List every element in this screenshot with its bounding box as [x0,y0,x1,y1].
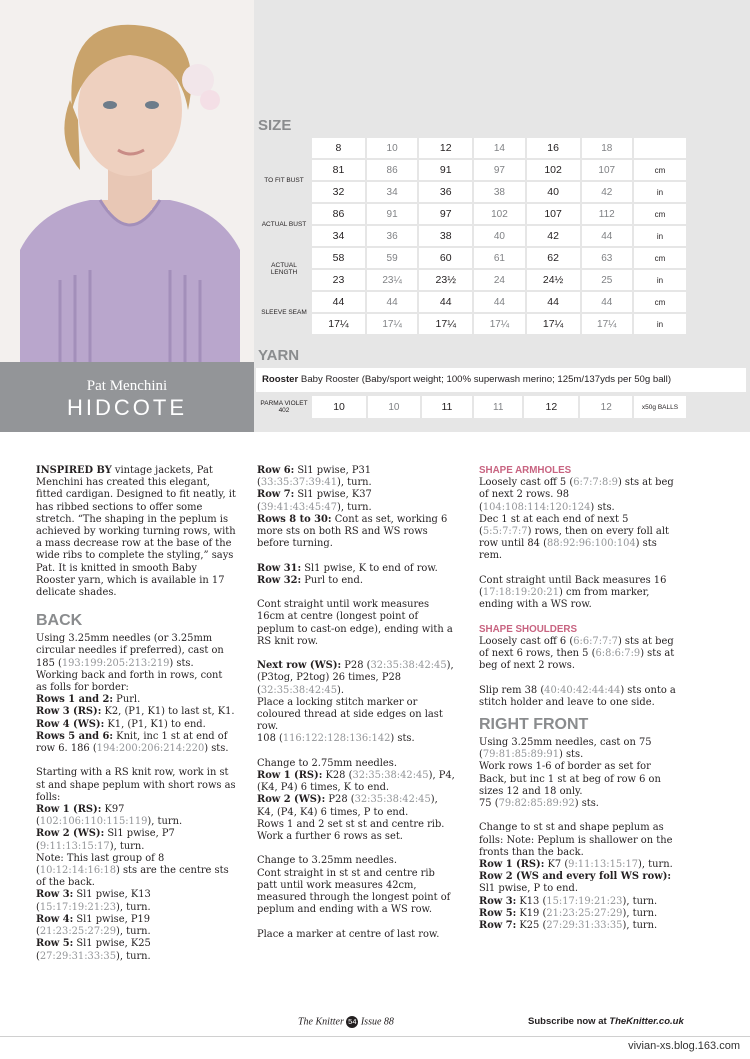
text: ) sts onto a stitch holder and leave to one side. [479,684,676,708]
paragraph [479,514,679,563]
column-1 [36,465,236,963]
text: Sl1 pwise, P31 ( [257,465,372,489]
paragraph [479,636,679,673]
column-3 [479,465,679,932]
row-label: Row 7: [479,920,517,932]
row-label: Row 3: [36,889,74,901]
text: ) sts. [390,733,415,745]
value-cell: 40 [474,226,524,246]
paragraph [257,563,457,575]
value-cell: 40 [527,182,580,202]
alt-sizes: 104:108:114:120:124 [482,501,591,513]
value-cell: 44 [582,226,632,246]
paragraph [479,871,679,895]
value-cell: 36 [419,182,472,202]
text: ), turn. [116,950,151,962]
paragraph [479,896,679,908]
alt-sizes: 6:7:7:8:9 [573,477,618,489]
alt-sizes: 40:40:42:44:44 [544,684,621,696]
text: K97 ( [36,804,125,828]
shape-armholes-heading: SHAPE ARMHOLES [479,465,572,476]
paragraph [479,908,679,920]
alt-sizes: 27:29:31:33:35 [546,920,623,932]
row-label: TO FIT BUST [264,177,304,185]
text: Sl1 pwise, P7 ( [36,828,175,852]
alt-sizes: 32:35:38:42:45 [352,770,429,782]
pattern-name: HIDCOTE [67,395,187,420]
paragraph [257,514,457,551]
model-illustration [0,0,254,362]
value-cell: 24 [474,270,524,290]
magazine-name: The Knitter [298,1016,344,1028]
value-cell: 86 [367,160,417,180]
table-row [258,204,686,224]
alt-sizes: 27:29:31:33:35 [39,950,116,962]
text: ) cm from marker, ending with a WS row. [479,587,650,611]
table-row [258,270,686,290]
alt-sizes: 39:41:43:45:47 [260,501,337,513]
value-cell: 44 [582,292,632,312]
paragraph [479,859,679,871]
paragraph: Place a marker at centre of last row. [257,928,440,940]
yarn-heading: YARN [258,347,300,364]
row-label: Next row (WS): [257,660,342,672]
text: Dec 1 st at each end of next 5 ( [479,513,629,538]
text: ), turn. [337,477,372,489]
value-cell: 107 [527,204,580,224]
text: ) sts. [169,657,194,669]
text: ), turn. [622,920,658,932]
text: K7 ( [544,859,569,871]
table-row [258,396,686,418]
size-cell: 8 [312,138,365,158]
value-cell: 58 [312,248,365,268]
value-cell: 38 [474,182,524,202]
paragraph [36,853,236,890]
value-cell: 10 [312,396,366,418]
row-label: Row 2 (WS and every foll WS row): [479,871,672,883]
value-cell: 24½ [527,270,580,290]
row-label: Row 2 (WS): [36,828,105,840]
paragraph [479,737,679,761]
value-cell: 60 [419,248,472,268]
paragraph [36,731,236,755]
paragraph: Place a locking stitch marker or coloured thread at side edges on last row. [257,696,443,733]
value-cell: 23½ [419,270,472,290]
alt-sizes: 6:8:6:7:9 [595,648,641,660]
unit-cell [634,138,686,158]
text: Note: This last group of 8 ( [36,852,165,877]
row-label: ACTUAL BUST [261,221,307,229]
row-label: Row 5: [479,907,517,919]
paragraph [257,660,457,697]
value-cell: 62 [527,248,580,268]
size-row [258,138,686,158]
intro-body: vintage jackets, Pat Menchini has created this elegant, fitted cardigan. Designed to fit neatly, it has ribbed sections to offer some stretch. “The shaping in the peplum is achieved by working turning rows, with a mass decrease row at the base of the wide ribs to complete the styling,” says Pat. It is knitted in smooth Baby Rooster yarn, which is available in 17 delicate shades. [36,465,236,599]
table-corner [258,138,310,158]
text: Knit, inc 1 st at end of row 6. [36,730,228,755]
page-number: 54 [348,1017,357,1026]
text: Sl1 pwise, K37 ( [257,489,372,513]
table-row [258,160,686,180]
value-cell: 91 [367,204,417,224]
alt-sizes: 21:23:25:27:29 [546,907,623,919]
paragraph [479,920,679,932]
value-cell: 17¼ [527,314,580,334]
value-cell: 36 [367,226,417,246]
text: ), turn. [622,895,658,907]
issue-number: Issue 88 [360,1016,394,1028]
text: ), turn. [116,926,151,938]
text: K28 ( [322,770,353,782]
text: K25 ( [516,920,547,932]
value-cell: 63 [582,248,632,268]
text: ) sts are the centre sts of the back. [36,865,229,889]
yarn-table [256,394,688,420]
paragraph [36,889,236,913]
value-cell: 102 [474,204,524,224]
paragraph: Cont straight in st st and centre rib patt until work measures 42cm, measured through the longest point of peplum and ending with a WS row. [257,867,451,916]
paragraph: Cont straight until work measures 16cm at centre (longest point of peplum to cast-on edge), ending with a RS knit row. [257,599,453,647]
subscribe-text: Subscribe now at [528,1016,610,1027]
text: ), turn. [337,501,372,513]
value-cell: 17¼ [312,314,365,334]
text: ), turn. [147,816,183,828]
paragraph [257,770,457,794]
row-label: Row 3 (RS): [36,706,102,718]
size-cell: 14 [474,138,524,158]
paragraph: Work rows 1-6 of border as set for Back, but inc 1 st at beg of row 6 on sizes 12 and 18 only. [479,761,661,797]
paragraph [36,719,236,731]
text: Purl to end. [301,574,364,586]
text: 108 ( [257,733,283,745]
table-row [258,226,686,246]
row-label: Row 3: [479,895,517,907]
text: 186 ( [70,743,97,755]
footer-magazine [298,1016,394,1028]
value-cell: 112 [582,204,632,224]
paragraph [479,685,679,709]
value-cell: 86 [312,204,365,224]
value-cell: 81 [312,160,365,180]
text: ) rows, then on every foll alt row until 84 ( [479,526,669,550]
text: ) sts. [574,798,599,810]
text: Cont straight until Back measures 16 ( [479,574,667,599]
row-label: Rows 1 and 2: [36,694,114,706]
value-cell: 17¼ [419,314,472,334]
text: Slip rem 38 ( [479,684,545,696]
row-label: Row 7: [257,489,295,501]
value-cell: 107 [582,160,632,180]
row-label: Row 1 (RS): [257,770,323,782]
paragraph [257,575,457,587]
paragraph [36,828,236,852]
size-cell: 16 [527,138,580,158]
paragraph [257,465,457,489]
text: P28 ( [341,660,371,672]
table-row [258,182,686,202]
text: 75 ( [479,798,499,810]
paragraph: Change to 3.25mm needles. [257,855,397,867]
text: Sl1 pwise, K to end of row. [301,562,438,574]
text: Cont as set, working 6 more sts on both RS and WS rows before turning. [257,513,448,550]
value-cell: 102 [527,160,580,180]
text: Loosely cast off 6 ( [479,635,574,647]
value-cell: 91 [419,160,472,180]
paragraph [479,477,679,514]
row-label: Row 6: [257,465,295,476]
text: Sl1 pwise, K13 ( [36,889,151,913]
value-cell: 17¼ [582,314,632,334]
value-cell: 42 [527,226,580,246]
text: ) sts. [559,749,584,761]
text: ), K4, (P4, K4) 6 times, P to end. [257,794,438,818]
text: ), (P3tog, P2tog) 26 times, P28 ( [257,660,454,696]
alt-sizes: 32:35:38:42:45 [370,660,447,672]
text: ), turn. [638,859,673,871]
table-row [258,314,686,334]
row-label: Row 4: [36,913,74,925]
value-cell: 25 [582,270,632,290]
unit-cell: in [634,182,686,202]
value-cell: 11 [422,396,473,418]
value-cell: 34 [312,226,365,246]
value-cell: 12 [580,396,632,418]
alt-sizes: 15:17:19:21:23 [39,901,116,913]
text: Purl. [113,694,141,706]
row-label: SLEEVE SEAM [261,309,307,317]
paragraph [36,706,236,718]
size-heading: SIZE [258,117,292,134]
title-box [0,362,254,432]
text: ), turn. [109,840,145,852]
size-cell: 18 [582,138,632,158]
table-row [258,292,686,312]
value-cell: 61 [474,248,524,268]
paragraph: Rows 1 and 2 set st st and centre rib. Work a further 6 rows as set. [257,818,445,843]
value-cell: 38 [419,226,472,246]
value-cell: 44 [367,292,417,312]
paragraph: Working back and forth in rows, cont as folls for border: [36,669,223,694]
alt-sizes: 6:6:7:7:7 [573,635,618,647]
alt-sizes: 17:18:19:20:21 [482,587,559,599]
hero-panel [0,0,750,432]
unit-cell: x50g BALLS [634,396,686,418]
text: K1, (P1, K1) to end. [104,718,206,730]
paragraph: Change to st st and shape peplum as folls: Note: Peplum is shallower on the fronts than the back. [479,822,673,858]
intro-text [36,465,236,599]
size-table [256,136,688,336]
value-cell: 42 [582,182,632,202]
unit-cell: cm [634,248,686,268]
intro-lead: INSPIRED BY [36,465,112,476]
paragraph [36,694,236,706]
text: K2, (P1, K1) to last st, K1. [101,706,235,718]
text: ), turn. [116,901,151,913]
value-cell: 23¼ [367,270,417,290]
size-cell: 10 [367,138,417,158]
alt-sizes: 32:35:38:42:45 [260,684,337,696]
alt-sizes: 9:11:13:15:17 [568,859,639,871]
yarn-description [256,368,746,392]
row-label: ACTUAL LENGTH [270,261,298,276]
row-label: Row 2 (WS): [257,794,326,806]
shape-shoulders-heading: SHAPE SHOULDERS [479,623,577,635]
text: Sl1 pwise, K25 ( [36,938,151,962]
unit-cell: cm [634,292,686,312]
alt-sizes: 32:35:38:42:45 [354,794,431,806]
row-label: Row 31: [257,562,302,574]
row-label: Rows 5 and 6: [36,730,114,742]
footer-subscribe [528,1016,684,1027]
value-cell: 12 [524,396,578,418]
alt-sizes: 79:81:85:89:91 [482,749,559,761]
footer-divider [0,1036,750,1037]
row-label: Row 32: [257,574,302,586]
value-cell: 34 [367,182,417,202]
paragraph [479,575,679,612]
text: ) sts. [590,501,615,513]
paragraph [257,489,457,513]
alt-sizes: 15:17:19:21:23 [546,895,623,907]
unit-cell: in [634,226,686,246]
alt-sizes: 79:82:85:89:92 [498,798,575,810]
table-row [258,248,686,268]
text: ), turn. [622,907,658,919]
alt-sizes: 21:23:25:27:29 [39,926,116,938]
text: Using 3.25mm needles (or 3.25mm circular needles if preferred), cast on 185 ( [36,633,224,669]
alt-sizes: 88:92:96:100:104 [546,538,636,550]
yarn-brand: Rooster [262,374,299,385]
text: Sl1 pwise, P19 ( [36,913,151,938]
model-photo [0,0,254,362]
alt-sizes: 10:12:14:16:18 [39,865,116,877]
paragraph [36,633,236,670]
value-cell: 97 [419,204,472,224]
alt-sizes: 102:106:110:115:119 [39,816,148,828]
text: ) sts rem. [479,538,657,562]
text: Using 3.25mm needles, cast on 75 ( [479,737,652,761]
text: Sl1 pwise, P to end. [479,883,578,895]
paragraph [36,914,236,938]
value-cell: 44 [419,292,472,312]
alt-sizes: 193:199:205:213:219 [61,657,170,669]
back-heading: BACK [36,612,83,630]
yarn-details: Baby Rooster (Baby/sport weight; 100% superwash merino; 125m/137yds per 50g ball) [300,374,672,385]
value-cell: 44 [527,292,580,312]
text: ) sts. [204,743,229,755]
value-cell: 44 [312,292,365,312]
paragraph [257,733,457,745]
paragraph [36,804,236,828]
unit-cell: in [634,270,686,290]
unit-cell: cm [634,204,686,224]
size-cell: 12 [419,138,472,158]
text: K19 ( [516,907,547,919]
text: ), P4, (K4, P4) 6 times, K to end. [257,770,455,794]
alt-sizes: 33:35:37:39:41 [260,477,337,489]
paragraph: Change to 2.75mm needles. [257,757,397,769]
paragraph [479,798,679,810]
designer-name: Pat Menchini [86,378,168,394]
text: ) sts at beg of next 2 rows. [479,648,675,672]
alt-sizes: 9:11:13:15:17 [39,840,110,852]
row-label: Rows 8 to 30: [257,513,332,525]
paragraph [36,938,236,962]
right-front-heading: RIGHT FRONT [479,716,589,734]
unit-cell: in [634,314,686,334]
value-cell: 11 [474,396,522,418]
alt-sizes: 116:122:128:136:142 [282,733,391,745]
text: Loosely cast off 5 ( [479,477,574,489]
value-cell: 10 [368,396,420,418]
row-label: Row 1 (RS): [479,859,545,871]
text: ) sts at beg of next 6 rows, then 5 ( [479,635,674,660]
site-link[interactable]: TheKnitter.co.uk [609,1016,684,1027]
value-cell: 17¼ [367,314,417,334]
text: ). [337,684,344,696]
watermark: vivian-xs.blog.163.com [628,1040,740,1052]
shade-label: PARMA VIOLET 402 [260,399,308,414]
paragraph: Starting with a RS knit row, work in st st and shape peplum with short rows as folls: [36,767,236,803]
row-label: Row 5: [36,938,74,950]
value-cell: 23 [312,270,365,290]
value-cell: 59 [367,248,417,268]
row-label: Row 1 (RS): [36,804,102,816]
value-cell: 17¼ [474,314,524,334]
paragraph [257,794,457,818]
alt-sizes: 194:200:206:214:220 [96,743,205,755]
text: P28 ( [325,794,355,806]
alt-sizes: 5:5:7:7:7 [482,526,528,538]
value-cell: 97 [474,160,524,180]
value-cell: 44 [474,292,524,312]
column-2 [257,465,457,941]
value-cell: 32 [312,182,365,202]
unit-cell: cm [634,160,686,180]
text: K13 ( [516,895,547,907]
row-label: Row 4 (WS): [36,718,105,730]
text: ) sts at beg of next 2 rows. 98 ( [479,477,674,513]
